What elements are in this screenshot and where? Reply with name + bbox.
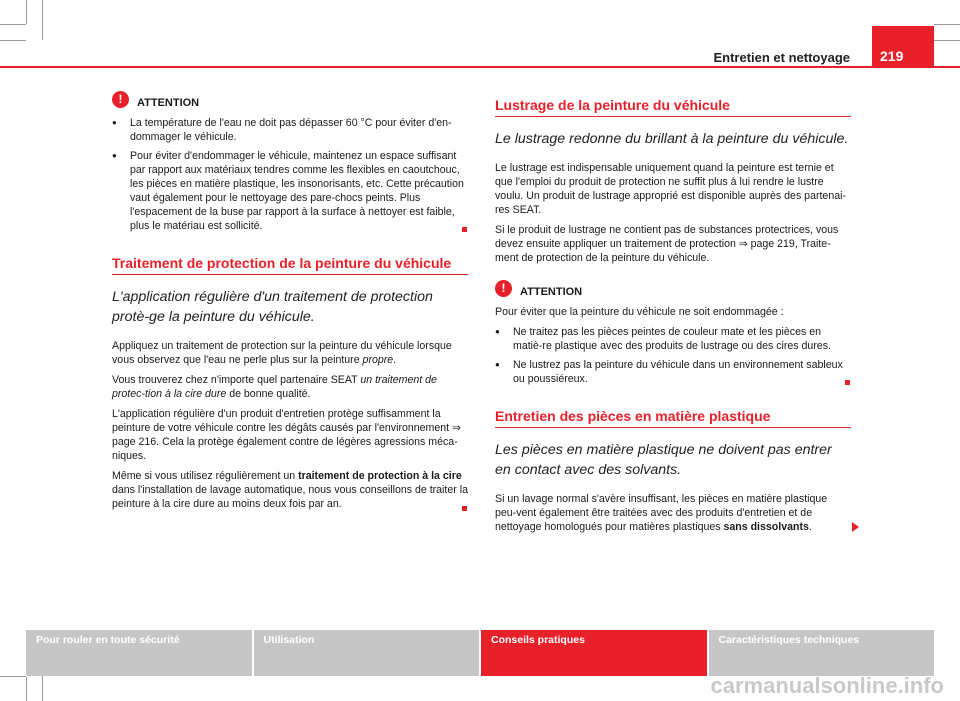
continue-arrow-icon [852, 522, 859, 532]
right-column [495, 98, 851, 540]
footer-chapter-tabs [26, 630, 934, 676]
section-subtitle: Le lustrage redonne du brillant à la peinture du véhicule. [495, 131, 849, 147]
warning-icon: ! [495, 280, 512, 297]
tab-conseils-pratiques[interactable]: Conseils pratiques [481, 630, 707, 676]
header-rule [0, 66, 960, 68]
paragraph: Vous trouverez chez n'importe quel partenaire SEAT un traitement de protec-tion à la cire dure de bonne qualité. [112, 374, 437, 400]
end-square-icon [462, 506, 467, 511]
page-number-text: 219 [880, 48, 904, 64]
attention-bullet: ● Ne traitez pas les pièces peintes de couleur mate et les pièces en matiè-re plastique avec des produits de lustrage ou des cires dures. [495, 325, 851, 353]
section-title: Traitement de protection de la peinture du véhicule [112, 256, 468, 275]
attention-bullet: ● Ne lustrez pas la peinture du véhicule dans un environnement sableux ou poussiéreux. [495, 358, 851, 386]
attention-label: ATTENTION [520, 286, 583, 298]
crop-mark [0, 24, 26, 25]
section-title: Lustrage de la peinture du véhicule [495, 98, 851, 117]
attention-intro: Pour éviter que la peinture du véhicule ne soit endommagée : [495, 306, 784, 318]
page-number [872, 26, 934, 68]
tab-caracteristiques[interactable]: Caractéristiques techniques [709, 630, 935, 676]
paragraph: Si le produit de lustrage ne contient pas de substances protectrices, vous devez ensuite appliquer un traitement de protection ⇒ page 219, Traite-ment de protection de la peinture du véhicule. [495, 224, 839, 264]
attention-bullet: ● Pour éviter d'endommager le véhicule, maintenez un espace suffisant par rapport aux matériaux tendres comme les flexibles en caoutchouc, les pièces en matière plastique, les insonorisants, etc. Cette précaution vaut également pour le nettoyage des pare-chocs peints. Plus l'espacement de la buse par rapport à la surface à nettoyer est faible, plus le matériau est sollicité. [112, 149, 468, 233]
paragraph: Si un lavage normal s'avère insuffisant, les pièces en matière plastique peu-vent également être traitées avec des produits d'entretien et de nettoyage homologués pour matières plastiques sans dissolvants. [495, 492, 851, 534]
section-subtitle: L'application régulière d'un traitement de protection protè-ge la peinture du véhicule. [112, 289, 433, 325]
attention-label: ATTENTION [137, 97, 200, 109]
attention-heading [112, 92, 468, 110]
attention-heading [495, 281, 851, 299]
running-header: Entretien et nettoyage [713, 50, 850, 65]
left-column [112, 92, 468, 511]
crop-mark [934, 24, 960, 25]
paragraph: L'application régulière d'un produit d'entretien protège suffisamment la peinture de votre véhicule contre les dégâts causés par l'environnement ⇒ page 216. Cela la protège également contre de légères agressions méca-niques. [112, 408, 461, 462]
crop-mark [0, 676, 26, 677]
paragraph: Même si vous utilisez régulièrement un traitement de protection à la cire dans l'installation de lavage automatique, nous vous conseillons de traiter la peinture à la cire dure au moins deux fois par an. [112, 470, 468, 510]
crop-mark [934, 40, 960, 41]
paragraph: Le lustrage est indispensable uniquement quand la peinture est ternie et que l'emploi du produit de protection ne suffit plus à lui rendre le lustre voulu. Un produit de lustrage approprié est disponible auprès des partenai-res SEAT. [495, 162, 846, 216]
attention-bullet: ● La température de l'eau ne doit pas dépasser 60 °C pour éviter d'en-dommager le véhicule. [112, 116, 468, 144]
crop-mark [42, 0, 43, 40]
tab-pour-rouler[interactable]: Pour rouler en toute sécurité [26, 630, 252, 676]
watermark: carmanualsonline.info [710, 673, 944, 698]
section-subtitle: Les pièces en matière plastique ne doivent pas entrer en contact avec des solvants. [495, 442, 832, 478]
crop-mark [26, 0, 27, 24]
warning-icon: ! [112, 91, 129, 108]
section-title: Entretien des pièces en matière plastique [495, 409, 851, 428]
paragraph: Appliquez un traitement de protection sur la peinture du véhicule lorsque vous observez que l'eau ne perle plus sur la peinture propre. [112, 340, 452, 366]
crop-mark [0, 40, 26, 41]
tab-utilisation[interactable]: Utilisation [254, 630, 480, 676]
crop-mark [26, 677, 27, 701]
